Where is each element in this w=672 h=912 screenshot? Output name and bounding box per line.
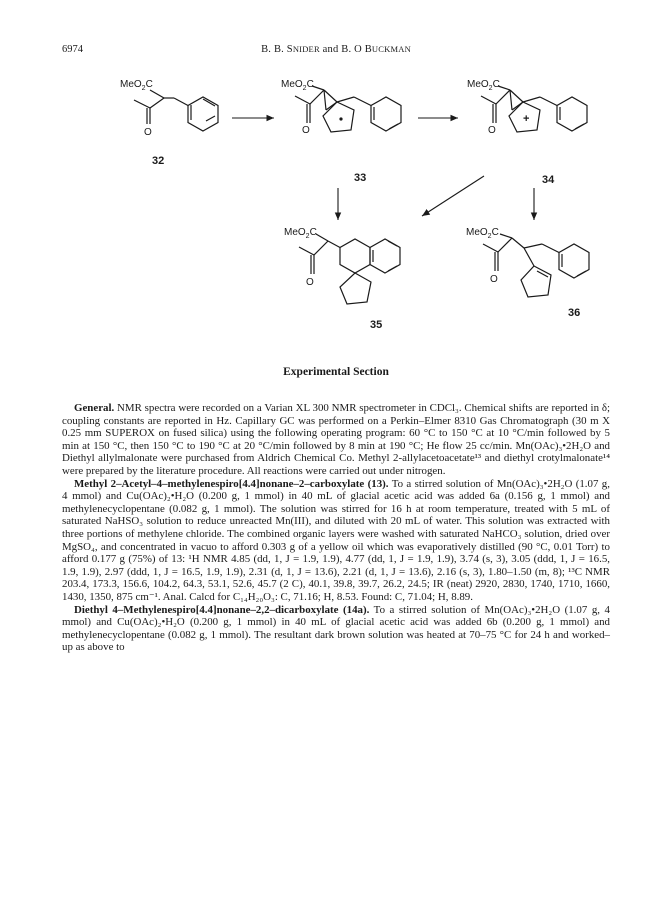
paragraph-general — [62, 402, 610, 478]
structure-35 — [299, 234, 400, 304]
page-number: 6974 — [62, 44, 83, 55]
section-heading: Experimental Section — [283, 366, 389, 378]
labels-32 — [120, 79, 164, 167]
labels-36 — [466, 227, 580, 319]
structure-32 — [134, 90, 218, 131]
arrow-34-to-35 — [422, 176, 484, 216]
paragraph-compound-14a — [62, 604, 610, 654]
paragraph-text: To a stirred solution of Mn(OAc)₃•2H₂O (1.07 g, 4 mmol) and Cu(OAc)₂•H₂O (0.200 g, 1 mmol) in 40 mL of glacial acetic acid was added 6a (0.156 g, 1 mmol) and methylenecyclopentane (0.082 g, 1 mmol). The solution was stirred for 16 h at room temperature, treated with 5 mL of saturated NaHSO₃ solution to reduce unreacted Mn(III), and diluted with 20 mL of water. This solution was extracted with three portions of methylene chloride. The combined organic layers were washed with saturated NaHCO₃ solution, dried over MgSO₄, and concentrated in vacuo to afford 0.303 g of a yellow oil which was evaporatively distilled (90 °C, 0.01 Torr) to afford 0.177 g (75%) of 13: ¹H NMR 4.85 (dd, 1, J = 1.9, 1.9), 4.77 (dd, 1, J = 1.9, 1.9), 3.74 (s, 3), 3.05 (ddd, 1, J = 16.5, 1.9, 1.9), 2.97 (ddd, 1, J = 16.5, 1.9, 1.9), 2.31 (d, 1, J = 13.6), 2.21 (d, 1, J = 13.6), 2.16 (s, 3), 1.80–1.50 (m, 8); ¹³C NMR 203.4, 173.3, 156.6, 104.2, 64.3, 53.1, 52.6, 45.7 (2 C), 40.1, 39.8, 39.7, 26.2, 24.5; IR (neat) 2920, 2830, 1740, 1710, 1660, 1430, 1350, 875 cm⁻¹. Anal. Calcd for C₁₄H₂₀O₃: C, 71.16; H, 8.53. Found: C, 71.04; H, 8.89. — [62, 477, 610, 603]
author1-initials: B. B. S — [261, 44, 293, 55]
body-text — [62, 402, 610, 654]
ester-label: MeO$_2$C — [120, 79, 153, 92]
oxygen-label: O — [488, 125, 496, 136]
ester-label: MeO$_2$C — [466, 227, 499, 240]
labels-35 — [284, 227, 382, 331]
reaction-scheme — [62, 68, 622, 358]
paragraph-text: To a stirred solution of Mn(OAc)₃•2H₂O (1.07 g, 4 mmol) and Cu(OAc)₂•H₂O (0.200 g, 1 mmol) in 40 mL of glacial acetic acid was added 6b (0.200 g, 1 mmol) and methylenecyclopentane (0.082 g, 1 mmol). The resultant dark brown solution was heated at 70–75 °C for 24 h and worked–up as above to — [62, 603, 610, 654]
ester-label: MeO$_2$C — [281, 79, 314, 92]
structure-33 — [295, 86, 401, 132]
paragraph-compound-13 — [62, 478, 610, 604]
labels-33 — [281, 79, 366, 184]
compound-number-36: 36 — [568, 307, 581, 319]
oxygen-label: O — [302, 125, 310, 136]
compound-number-33: 33 — [354, 172, 367, 184]
radical-dot — [339, 117, 342, 120]
running-head-authors — [62, 44, 610, 55]
oxygen-label: O — [490, 274, 498, 285]
oxygen-label: O — [144, 127, 152, 138]
structure-36 — [483, 234, 589, 297]
author2-surname-rest: UCKMAN — [371, 44, 411, 54]
compound-number-35: 35 — [370, 319, 383, 331]
author2-initials: B. O B — [341, 44, 372, 55]
paragraph-text: NMR spectra were recorded on a Varian XL 300 NMR spectrometer in CDCl₃. Chemical shifts are reported in δ; coupling constants are reported in Hz. Capillary GC was performed on a Perkin–Elmer 8310 Gas Chromatograph (30 m X 0.25 mm SUPEROX on fused silica) using the following operating program: 60 °C to 150 °C at 10 °C/min followed by 5 min at 150 °C, then 150 °C to 190 °C at 20 °C/min followed by 8 min at 190 °C; He flow 25 cc/min. Mn(OAc)₃•2H₂O and Diethyl allylmalonate were purchased from Aldrich Chemical Co. Methyl 2-allylacetoacetate¹³ and diethyl crotylmalonate¹⁴ were prepared by the literature procedure. All reactions were carried out under nitrogen. — [62, 402, 610, 477]
structure-34 — [481, 86, 587, 132]
compound-number-32: 32 — [152, 155, 165, 167]
paragraph-head: Methyl 2–Acetyl–4–methylenespiro[4.4]nonane–2–carboxylate (13). — [74, 477, 389, 490]
author1-surname-rest: NIDER — [292, 44, 320, 54]
ester-label: MeO$_2$C — [284, 227, 317, 240]
compound-number-34: 34 — [542, 174, 555, 186]
paragraph-head: Diethyl 4–Methylenespiro[4.4]nonane–2,2–dicarboxylate (14a). — [74, 603, 370, 616]
cation-sign: + — [523, 113, 530, 125]
paragraph-head: General. — [74, 402, 115, 414]
ester-label: MeO$_2$C — [467, 79, 500, 92]
oxygen-label: O — [306, 277, 314, 288]
author-joiner: and — [319, 44, 342, 55]
